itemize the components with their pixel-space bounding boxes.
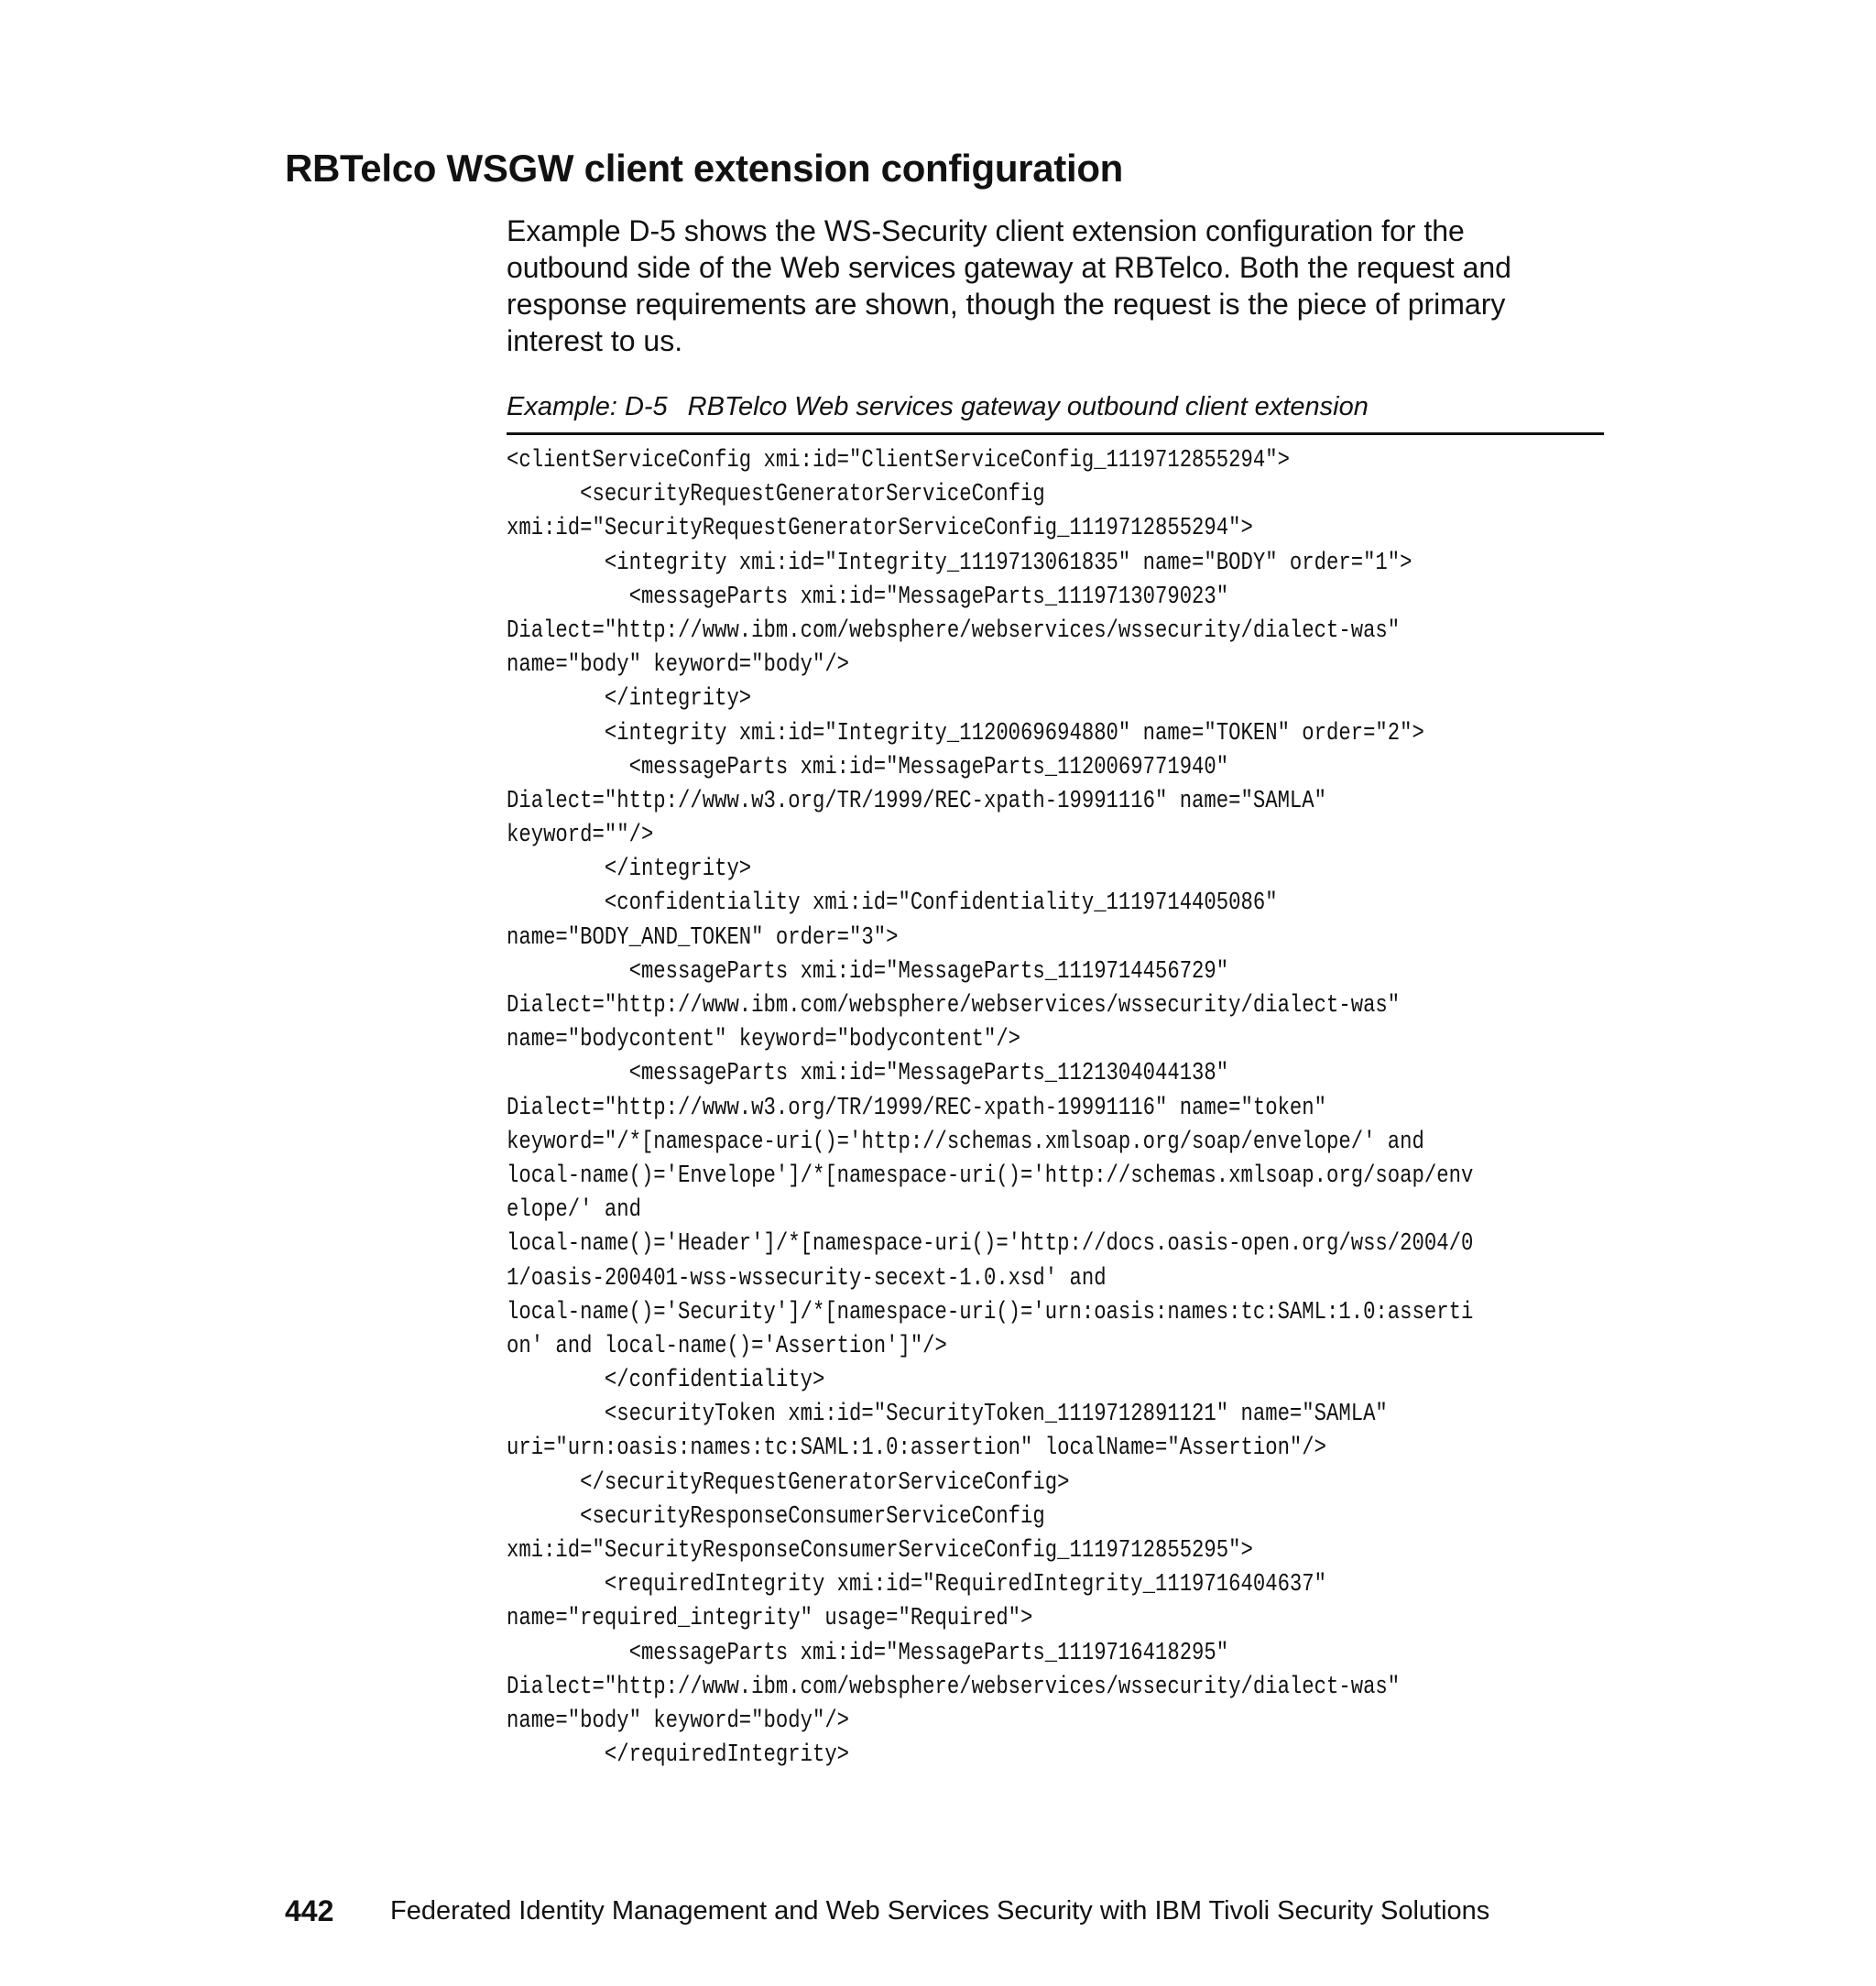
intro-paragraph [507,213,1597,359]
code-line: </confidentiality> [507,1366,825,1394]
code-line: uri="urn:oasis:names:tc:SAML:1.0:assertion" localName="Assertion"/> [507,1434,1327,1462]
code-line: Dialect="http://www.ibm.com/websphere/webservices/wssecurity/dialect-was" [507,1672,1401,1700]
code-line: <messageParts xmi:id="MessageParts_1119713079023" [507,582,1229,610]
page-number: 442 [285,1894,334,1927]
example-label: Example: D-5 [507,392,668,421]
code-line: <requiredIntegrity xmi:id="RequiredIntegrity_1119716404637" [507,1570,1327,1599]
intro-line: Example D-5 shows the WS-Security client extension configuration for the [507,214,1465,247]
code-line: <integrity xmi:id="Integrity_1120069694880" name="TOKEN" order="2"> [507,718,1424,747]
intro-line: interest to us. [507,324,683,357]
code-line: name="required_integrity" usage="Required"> [507,1604,1033,1632]
code-line: Dialect="http://www.ibm.com/websphere/webservices/wssecurity/dialect-was" [507,616,1401,644]
section-title: RBTelco WSGW client extension configuration [285,147,1124,190]
example-caption [507,388,1369,425]
code-line: <securityRequestGeneratorServiceConfig [507,480,1045,508]
code-line: 1/oasis-200401-wss-wssecurity-secext-1.0.xsd' and [507,1263,1107,1292]
code-line: keyword=""/> [507,821,654,849]
code-line: local-name()='Envelope']/*[namespace-uri()='http://schemas.xmlsoap.org/soap/env [507,1161,1474,1189]
code-listing [507,443,1657,1772]
code-line: elope/' and [507,1195,641,1224]
page-footer [285,1891,1659,1931]
code-line: local-name()='Security']/*[namespace-uri()='urn:oasis:names:tc:SAML:1.0:asserti [507,1297,1474,1326]
code-line: <integrity xmi:id="Integrity_1119713061835" name="BODY" order="1"> [507,548,1412,576]
code-line: name="body" keyword="body"/> [507,650,850,679]
code-line: local-name()='Header']/*[namespace-uri()='http://docs.oasis-open.org/wss/2004/0 [507,1229,1474,1258]
code-line: name="BODY_AND_TOKEN" order="3"> [507,922,899,951]
code-line: <messageParts xmi:id="MessageParts_1119716418295" [507,1638,1229,1666]
code-line: Dialect="http://www.w3.org/TR/1999/REC-xpath-19991116" name="token" [507,1093,1327,1121]
code-line: </integrity> [507,855,752,883]
code-line: </securityRequestGeneratorServiceConfig> [507,1468,1070,1496]
book-title: Federated Identity Management and Web Services Security with IBM Tivoli Security Solutions [390,1896,1490,1926]
code-line: keyword="/*[namespace-uri()='http://schemas.xmlsoap.org/soap/envelope/' and [507,1127,1424,1155]
code-line: </integrity> [507,684,752,713]
code-line: <messageParts xmi:id="MessageParts_1120069771940" [507,752,1229,780]
code-line: </requiredIntegrity> [507,1740,850,1769]
code-line: xmi:id="SecurityResponseConsumerServiceConfig_1119712855295"> [507,1536,1253,1564]
code-line: xmi:id="SecurityRequestGeneratorServiceConfig_1119712855294"> [507,514,1253,542]
code-line: <securityToken xmi:id="SecurityToken_1119712891121" name="SAMLA" [507,1400,1388,1428]
caption-divider [507,432,1604,435]
intro-line: outbound side of the Web services gateway at RBTelco. Both the request and [507,251,1511,284]
code-line: Dialect="http://www.ibm.com/websphere/webservices/wssecurity/dialect-was" [507,991,1401,1019]
intro-line: response requirements are shown, though the request is the piece of primary [507,288,1506,321]
code-line: name="body" keyword="body"/> [507,1706,850,1734]
code-line: <clientServiceConfig xmi:id="ClientServiceConfig_1119712855294"> [507,446,1290,474]
code-line: <messageParts xmi:id="MessageParts_1121304044138" [507,1059,1229,1087]
code-line: Dialect="http://www.w3.org/TR/1999/REC-xpath-19991116" name="SAMLA" [507,786,1327,814]
code-line: on' and local-name()='Assertion']"/> [507,1331,947,1359]
code-line: <confidentiality xmi:id="Confidentiality_1119714405086" [507,889,1278,917]
code-line: name="bodycontent" keyword="bodycontent"/> [507,1025,1021,1053]
code-line: <messageParts xmi:id="MessageParts_1119714456729" [507,956,1229,985]
code-line: <securityResponseConsumerServiceConfig [507,1501,1045,1530]
example-title: RBTelco Web services gateway outbound client extension [687,392,1369,421]
